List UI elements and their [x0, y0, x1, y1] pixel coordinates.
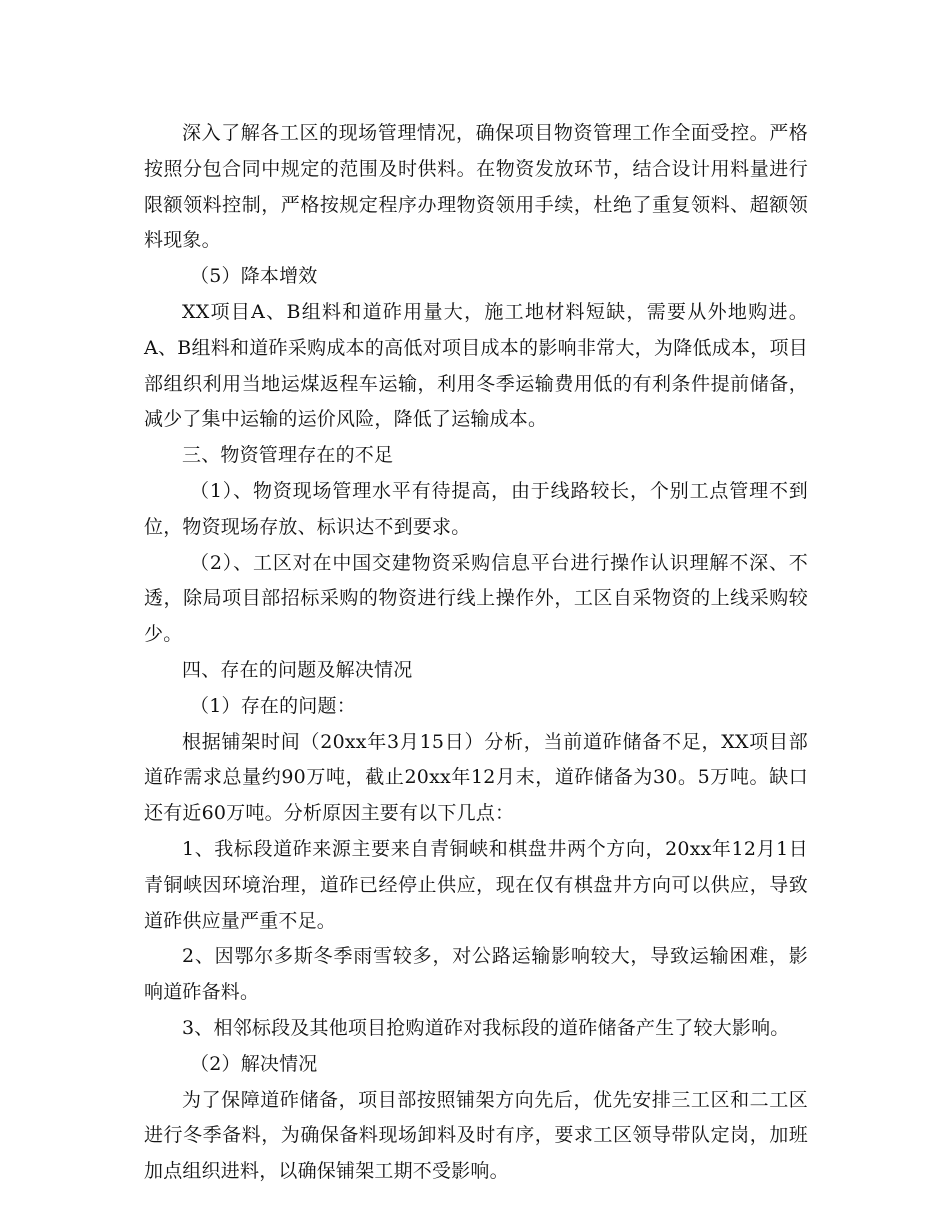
paragraph-cost-reduction: XX项目A、B组料和道砟用量大，施工地材料短缺，需要从外地购进。A、B组料和道砟采购成本的高低对项目成本的影响非常大，为降低成本，项目部组织利用当地运煤返程车运输，利用冬季运输费用低的有利条件提前储备，减少了集中运输的运价风险，降低了运输成本。 [144, 300, 808, 431]
paragraph-solutions: 为了保障道砟储备，项目部按照铺架方向先后，优先安排三工区和二工区进行冬季备料，为确保备料现场卸料及时有序，要求工区领导带队定岗，加班加点组织进料，以确保铺架工期不受影响。 [144, 1088, 808, 1183]
heading-cost-reduction: （5）降本增效 [190, 265, 318, 288]
paragraph-ballast-analysis: 根据铺架时间（20xx年3月15日）分析，当前道砟储备不足，XX项目部道砟需求总量约90万吨，截止20xx年12月末，道砟储备为30。5万吨。缺口还有近60万吨。分析原因主要有以下几点： [144, 730, 808, 825]
heading-problems-solutions: 四、存在的问题及解决情况 [182, 658, 413, 681]
heading-solutions: （2）解决情况 [190, 1052, 318, 1075]
heading-existing-problems: （1）存在的问题： [190, 694, 356, 717]
paragraph-site-management: 深入了解各工区的现场管理情况，确保项目物资管理工作全面受控。严格按照分包合同中规定的范围及时供料。在物资发放环节，结合设计用料量进行限额领料控制，严格按规定程序办理物资领用手续，杜绝了重复领料、超额领料现象。 [144, 122, 808, 252]
paragraph-shortcoming-2: （2）、工区对在中国交建物资采购信息平台进行操作认识理解不深、不透，除局项目部招标采购的物资进行线上操作外，工区自采物资的上线采购较少。 [144, 551, 808, 646]
paragraph-reason-1: 1、我标段道砟来源主要来自青铜峡和棋盘井两个方向，20xx年12月1日青铜峡因环境治理，道砟已经停止供应，现在仅有棋盘井方向可以供应，导致道砟供应量严重不足。 [144, 837, 808, 932]
paragraph-reason-3: 3、相邻标段及其他项目抢购道砟对我标段的道砟储备产生了较大影响。 [182, 1016, 790, 1039]
heading-shortcomings: 三、物资管理存在的不足 [182, 444, 394, 467]
document-body [144, 116, 808, 1190]
paragraph-reason-2: 2、因鄂尔多斯冬季雨雪较多，对公路运输影响较大，导致运输困难，影响道砟备料。 [144, 945, 808, 1004]
paragraph-shortcoming-1: （1）、物资现场管理水平有待提高，由于线路较长，个别工点管理不到位，物资现场存放、标识达不到要求。 [144, 479, 808, 538]
